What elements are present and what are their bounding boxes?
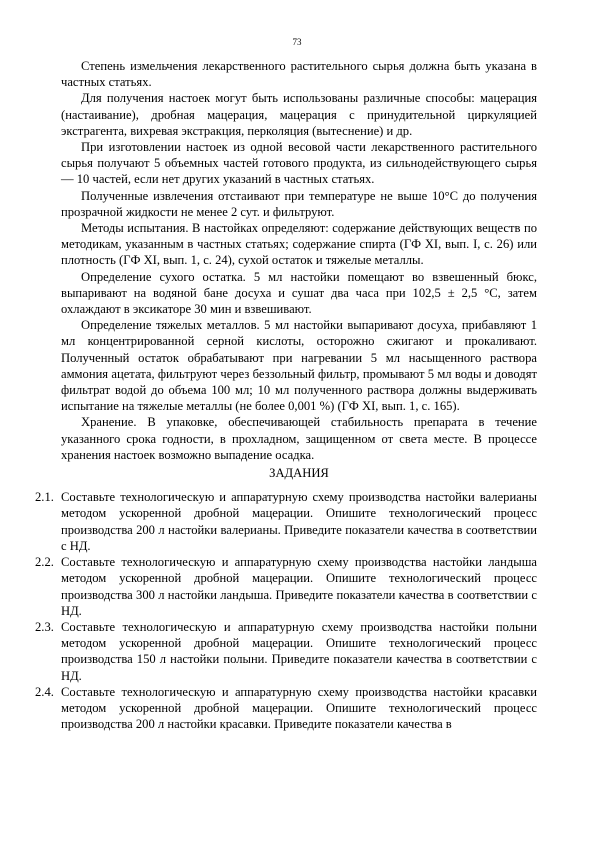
paragraph-settling: Полученные извлечения отстаивают при температуре не выше 10°С до получения прозрачной жидкости не менее 2 сут. и фильтруют. <box>61 188 537 219</box>
task-text: Составьте технологическую и аппаратурную схему производства настойки полыни методом ускоренной дробной мацерации. Опишите технологический процесс производства 150 л настойки полыни. Приведите показатели качества в соответствии с НД. <box>61 619 537 683</box>
task-number: 2.2. <box>35 555 54 570</box>
paragraph-grinding-degree: Степень измельчения лекарственного растительного сырья должна быть указана в частных статьях. <box>61 59 537 90</box>
list-item <box>35 684 537 733</box>
task-number: 2.4. <box>35 684 54 699</box>
task-text: Составьте технологическую и аппаратурную схему производства настойки валерианы методом ускоренной дробной мацерации. Опишите технологический процесс производства 200 л настойки валерианы. Приведите показатели качества в соответствии с НД. <box>61 490 537 553</box>
section-heading: ЗАДАНИЯ <box>269 466 329 481</box>
task-number: 2.1. <box>35 490 54 505</box>
paragraph-test-methods: Методы испытания. В настойках определяют: содержание действующих веществ по методикам, указанным в частных статьях; содержание спирта (ГФ XI, вып. I, с. 26) или плотность (ГФ XI, вып. 1, с. 24), сухой остаток и тяжелые металлы. <box>61 221 537 268</box>
paragraph-storage: Хранение. В упаковке, обеспечивающей стабильность препарата в течение указанного срока годности, в прохладном, защищенном от света месте. В процессе хранения настоек возможно выпадение осадка. <box>61 415 537 462</box>
page-number: 73 <box>292 37 302 47</box>
paragraph-methods: Для получения настоек могут быть использованы различные способы: мацерация (настаивание), дробная мацерация, мацерация с принудительной циркуляцией экстрагента, вихревая экстракция, перколяция (вытеснение) и др. <box>61 91 537 138</box>
list-item <box>35 489 537 554</box>
paragraph-ratio: При изготовлении настоек из одной весовой части лекарственного растительного сырья получают 5 объемных частей готового продукта, из сильнодействующего сырья— 10 частей, если нет других указаний в частных статьях. <box>61 140 537 187</box>
task-text: Составьте технологическую и аппаратурную схему производства настойки ландыша методом ускоренной дробной мацерации. Опишите технологический процесс производства 300 л настойки ландыша. Приведите показатели качества в соответствии с НД. <box>61 555 537 618</box>
task-text: Составьте технологическую и аппаратурную схему производства настойки красавки методом ускоренной дробной мацерации. Опишите технологический процесс производства 200 л настойки красавки. Приведите показатели качества в <box>61 684 537 732</box>
task-number: 2.3. <box>35 619 54 634</box>
list-item <box>35 554 537 619</box>
task-list <box>35 489 537 732</box>
paragraph-dry-residue: Определение сухого остатка. 5 мл настойки помещают во взвешенный бюкс, выпаривают на водяной бане досуха и сушат два часа при 102,5 ± 2,5 °С, затем охлаждают в эксикаторе 30 мин и взвешивают. <box>61 269 537 317</box>
list-item <box>35 619 537 684</box>
page-body <box>35 58 537 732</box>
paragraph-heavy-metals: Определение тяжелых металлов. 5 мл настойки выпаривают досуха, прибавляют 1 мл концентрированной серной кислоты, осторожно сжигают и прокаливают. Полученный остаток обрабатывают при нагревании 5 мл насыщенного раствора аммония ацетата, фильтруют через беззольный фильтр, промывают 5 мл воды и доводят фильтрат водой до объема 100 мл; 10 мл полученного раствора должны выдерживать испытание на тяжелые металлы (не более 0,001 %) (ГФ XI, вып. 1, с. 165). <box>61 318 537 414</box>
